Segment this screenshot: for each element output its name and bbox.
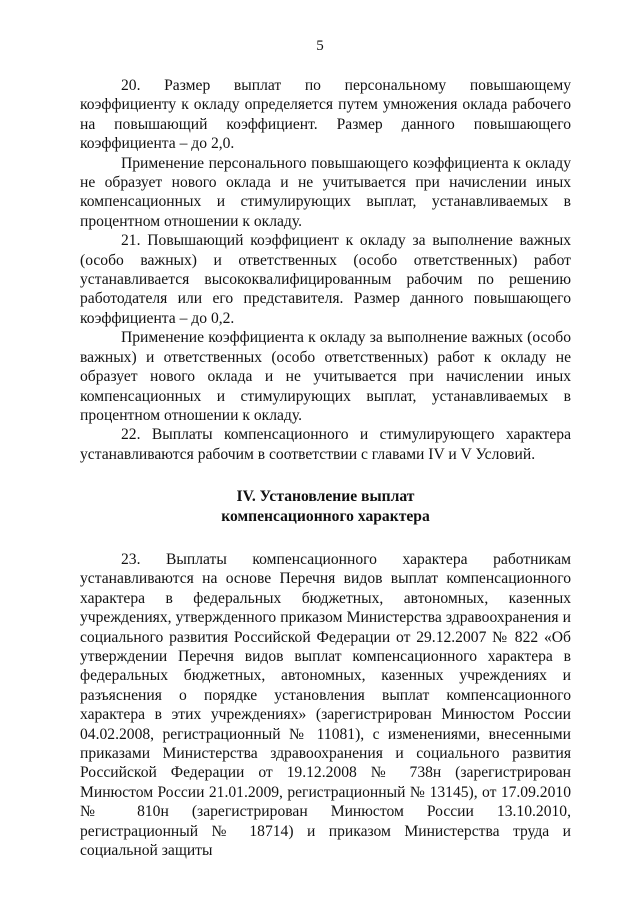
- document-body: [80, 76, 571, 860]
- paragraph-21: 21. Повышающий коэффициент к окладу за выполнение важных (особо важных) и ответственных (особо ответственных) работ устанавливается высококвалифицированным рабочим по решению работодателя или его представителя. Размер данного повышающего коэффициента – до 0,2.: [80, 232, 571, 327]
- paragraph-20: 20. Размер выплат по персональному повышающему коэффициенту к окладу определяется путем умножения оклада рабочего на повышающий коэффициент. Размер данного повышающего коэффициента – до 2,0.: [80, 77, 571, 153]
- paragraph-21-application: Применение коэффициента к окладу за выполнение важных (особо важных) и ответственных (особо ответственных) работ к окладу не образует нового оклада и не учитывается при начислении иных компенсационных и стимулирующих выплат, устанавливаемых в процентном отношении к окладу.: [80, 329, 571, 424]
- paragraph-22: 22. Выплаты компенсационного и стимулирующего характера устанавливаются рабочим в соответствии с главами IV и V Условий.: [80, 426, 571, 463]
- page-number: 5: [316, 38, 324, 54]
- section-heading: [80, 487, 571, 526]
- section-heading-line-1: IV. Установление выплат: [236, 488, 415, 506]
- paragraph-23: 23. Выплаты компенсационного характера работникам устанавливаются на основе Перечня видов выплат компенсационного характера в федеральных бюджетных, автономных, казенных учреждениях, утвержденного приказом Министерства здравоохранения и социального развития Российской Федерации от 29.12.2007 № 822 «Об утверждении Перечня видов выплат компенсационного характера в федеральных бюджетных, автономных, казенных учреждениях и разъяснения о порядке установления выплат компенсационного характера в этих учреждениях» (зарегистрирован Минюстом России 04.02.2008, регистрационный № 11081), с изменениями, внесенными приказами Министерства здравоохранения и социального развития Российской Федерации от 19.12.2008 № 738н (зарегистрирован Минюстом России 21.01.2009, регистрационный № 13145), от 17.09.2010 № 810н (зарегистрирован Минюстом России 13.10.2010, регистрационный № 18714) и приказом Министерства труда и социальной защиты: [80, 550, 571, 860]
- paragraph-20-application: Применение персонального повышающего коэффициента к окладу не образует нового оклада и не учитывается при начислении иных компенсационных и стимулирующих выплат, устанавливаемых в процентном отношении к окладу.: [80, 154, 571, 230]
- section-heading-line-2: компенсационного характера: [221, 507, 430, 525]
